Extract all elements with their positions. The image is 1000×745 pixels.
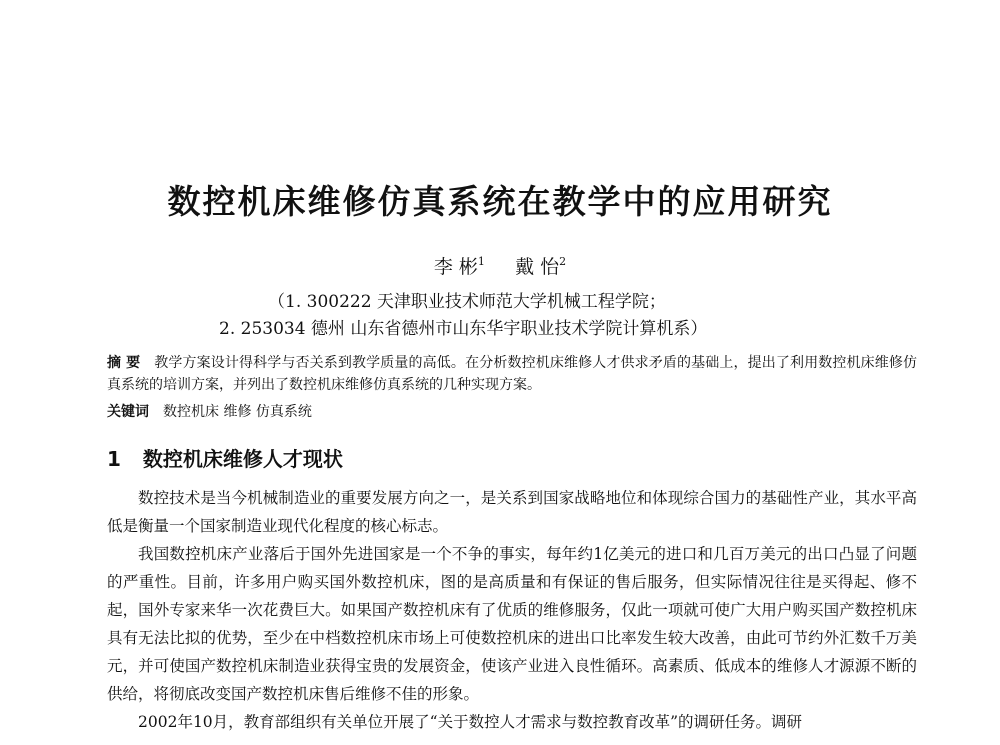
keywords-text: 数控机床 维修 仿真系统: [163, 404, 312, 420]
section-title: 数控机床维修人才现状: [142, 447, 343, 471]
abstract: [107, 352, 917, 396]
author-name: 戴 怡: [515, 256, 560, 278]
author-line: [0, 252, 1000, 279]
author-name: 李 彬: [433, 256, 478, 278]
section-number: 1: [107, 447, 121, 471]
paragraph: 数控技术是当今机械制造业的重要发展方向之一，是关系到国家战略地位和体现综合国力的基础性产业，其水平高低是衡量一个国家制造业现代化程度的核心标志。: [107, 489, 917, 535]
abstract-text: 教学方案设计得科学与否关系到教学质量的高低。在分析数控机床维修人才供求矛盾的基础上，提出了利用数控机床维修仿真系统的培训方案，并列出了数控机床维修仿真系统的几种实现方案。: [107, 355, 918, 393]
author-affiliation-mark: 2: [559, 255, 567, 268]
section-heading: [107, 443, 343, 472]
abstract-label: 摘 要: [107, 355, 141, 371]
body-text: [107, 484, 917, 736]
paragraph: 2002年10月，教育部组织有关单位开展了“关于数控人才需求与数控教育改革”的调研任务。调研: [138, 713, 803, 731]
author-affiliation-mark: 1: [477, 255, 485, 268]
keywords: [107, 401, 917, 423]
affiliation-2: 2. 253034 德州 山东省德州市山东华宇职业技术学院计算机系）: [219, 319, 708, 339]
paper-title: 数控机床维修仿真系统在教学中的应用研究: [167, 182, 833, 221]
affiliation-1: （1. 300222 天津职业技术师范大学机械工程学院；: [268, 292, 666, 312]
paragraph: 我国数控机床产业落后于国外先进国家是一个不争的事实，每年约1亿美元的进口和几百万美元的出口凸显了问题的严重性。目前，许多用户购买国外数控机床，图的是高质量和有保证的售后服务，但实际情况往往是买得起、修不起，国外专家来华一次花费巨大。如果国产数控机床有了优质的维修服务，仅此一项就可使广大用户购买国产数控机床具有无法比拟的优势，至少在中档数控机床市场上可使数控机床的进出口比率发生较大改善，由此可节约外汇数千万美元，并可使国产数控机床制造业获得宝贵的发展资金，使该产业进入良性循环。高素质、低成本的维修人才源源不断的供给，将彻底改变国产数控机床售后维修不佳的形象。: [107, 545, 917, 703]
keywords-label: 关键词: [107, 404, 149, 420]
